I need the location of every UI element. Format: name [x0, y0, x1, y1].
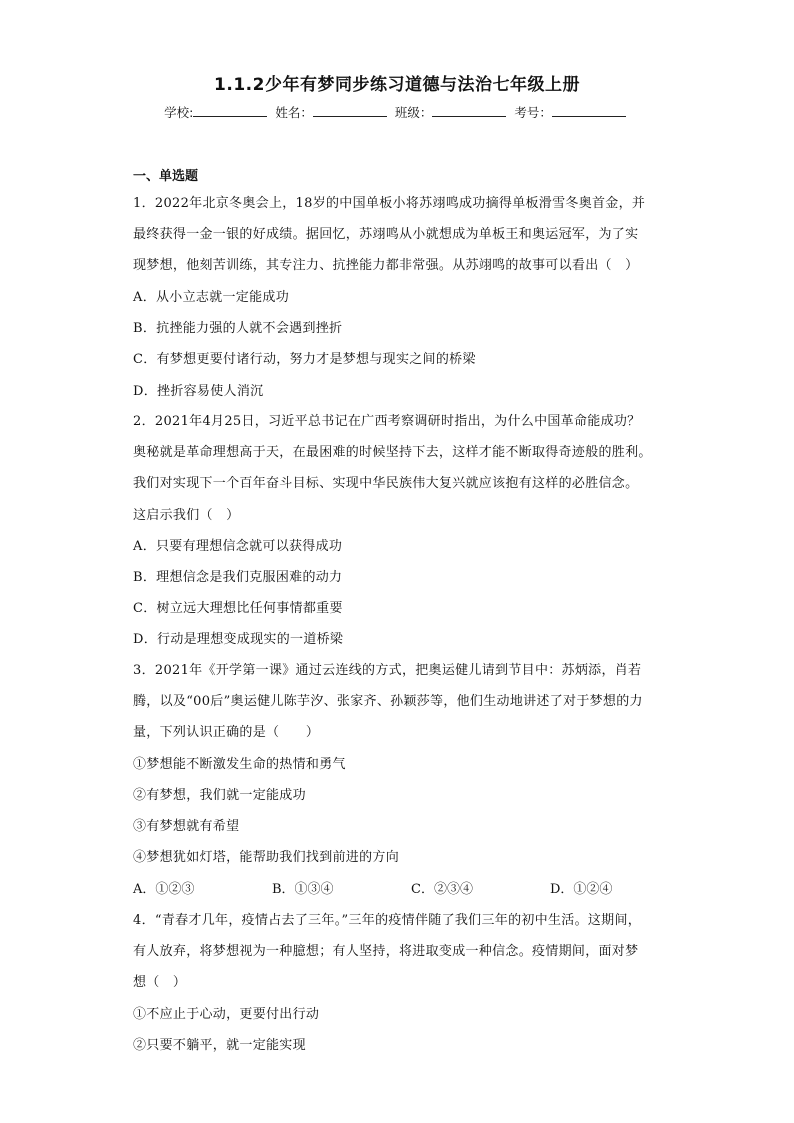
- q3-choice-d[interactable]: D．①②④: [550, 882, 613, 897]
- section-heading: 一、单选题: [133, 169, 199, 184]
- q1-line: 现梦想，他刻苦训练，其专注力、抗挫能力都非常强。从苏翊鸣的故事可以看出（ ）: [133, 258, 639, 273]
- q1-option-b[interactable]: B．抗挫能力强的人就不会遇到挫折: [133, 321, 343, 336]
- q2-line: 我们对实现下一个百年奋斗目标、实现中华民族伟大复兴就应该抱有这样的必胜信念。: [133, 476, 639, 491]
- exam-no-label: 考号：: [514, 105, 552, 120]
- q2-option-c[interactable]: C．树立远大理想比任何事情都重要: [133, 601, 343, 616]
- school-blank[interactable]: [193, 104, 267, 117]
- exam-no-blank[interactable]: [552, 104, 626, 117]
- student-info-row: [0, 103, 794, 121]
- q4-line: 有人放弃，将梦想视为一种臆想；有人坚持，将进取变成一种信念。疫情期间，面对梦: [133, 944, 639, 959]
- class-blank[interactable]: [432, 104, 506, 117]
- q3-statement: ④梦想犹如灯塔，能帮助我们找到前进的方向: [133, 850, 400, 865]
- q4-line: 4．“青春才几年，疫情占去了三年。”三年的疫情伴随了我们三年的初中生活。这期间，: [133, 913, 642, 928]
- q2-option-b[interactable]: B．理想信念是我们克服困难的动力: [133, 570, 343, 585]
- q3-line: 量，下列认识正确的是（ ）: [133, 725, 320, 740]
- q3-line: 3．2021年《开学第一课》通过云连线的方式，把奥运健儿请到节目中：苏炳添，肖若: [133, 663, 642, 678]
- q1-option-c[interactable]: C．有梦想更要付诸行动，努力才是梦想与现实之间的桥梁: [133, 352, 476, 367]
- q2-option-d[interactable]: D．行动是理想变成现实的一道桥梁: [133, 632, 344, 647]
- q1-option-d[interactable]: D．挫折容易使人消沉: [133, 384, 264, 399]
- q3-statement: ①梦想能不断激发生命的热情和勇气: [133, 757, 346, 772]
- q1-line: 1．2022年北京冬奥会上，18岁的中国单板小将苏翊鸣成功摘得单板滑雪冬奥首金，并: [133, 196, 646, 211]
- q2-line: 这启示我们（ ）: [133, 508, 240, 523]
- q1-line: 最终获得一金一银的好成绩。据回忆，苏翊鸣从小就想成为单板王和奥运冠军，为了实: [133, 227, 639, 242]
- school-label: 学校:: [164, 105, 194, 120]
- q2-line: 奥秘就是革命理想高于天，在最困难的时候坚持下去，这样才能不断取得奇迹般的胜利。: [133, 445, 652, 460]
- q2-line: 2．2021年4月25日，习近平总书记在广西考察调研时指出，为什么中国革命能成功？: [133, 414, 641, 429]
- q3-choice-c[interactable]: C．②③④: [411, 882, 473, 897]
- q2-option-a[interactable]: A．只要有理想信念就可以获得成功: [133, 539, 343, 554]
- q3-statement: ③有梦想就有希望: [133, 819, 240, 834]
- q3-choices: [133, 878, 673, 897]
- class-label: 班级：: [394, 105, 433, 120]
- q4-line: 想（ ）: [133, 975, 187, 990]
- q4-statement: ②只要不躺平，就一定能实现: [133, 1038, 306, 1053]
- q3-line: 腾，以及“00后”奥运健儿陈芋汐、张家齐、孙颖莎等，他们生动地讲述了对于梦想的力: [133, 694, 643, 709]
- name-blank[interactable]: [313, 104, 387, 117]
- q3-choice-a[interactable]: A．①②③: [133, 882, 195, 897]
- q3-statement: ②有梦想，我们就一定能成功: [133, 788, 306, 803]
- q1-option-a[interactable]: A．从小立志就一定能成功: [133, 290, 289, 305]
- name-label: 姓名：: [275, 105, 313, 120]
- q3-choice-b[interactable]: B．①③④: [272, 882, 334, 897]
- q4-statement: ①不应止于心动，更要付出行动: [133, 1007, 320, 1022]
- page-title: 1.1.2少年有梦同步练习道德与法治七年级上册: [214, 75, 580, 95]
